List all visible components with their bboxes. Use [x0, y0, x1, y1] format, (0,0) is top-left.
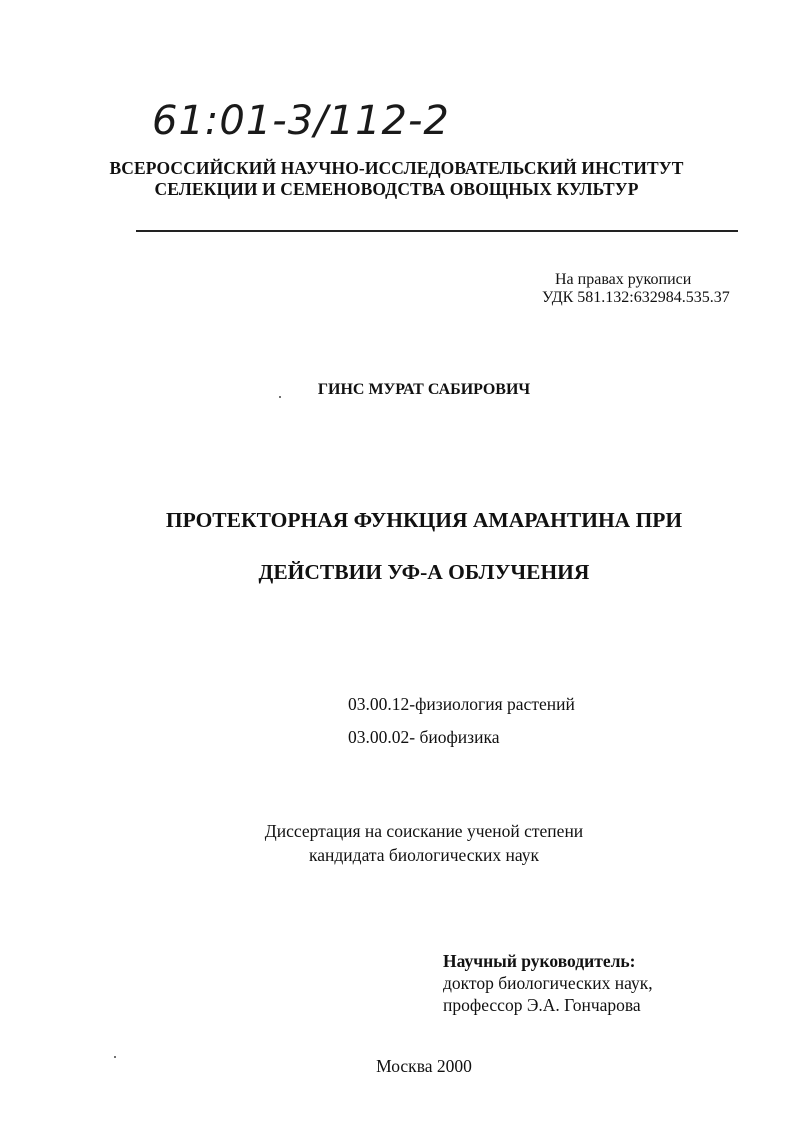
- author-name: ГИНС МУРАТ САБИРОВИЧ: [317, 381, 531, 398]
- catalog-number-drawing: [148, 86, 488, 158]
- scan-speck: [279, 396, 281, 398]
- manuscript-rights-note: На правах рукописи: [555, 271, 692, 288]
- degree-statement-line-2: кандидата биологических наук: [309, 845, 539, 865]
- degree-statement-line-1: Диссертация на соискание ученой степени: [264, 821, 584, 841]
- institute-name-line-2: СЕЛЕКЦИИ И СЕМЕНОВОДСТВА ОВОЩНЫХ КУЛЬТУР: [154, 179, 639, 199]
- header-divider: [136, 230, 738, 232]
- specialty-code-2: 03.00.02- биофизика: [348, 727, 500, 747]
- catalog-number-text: 61:01-3/112-2: [152, 98, 450, 144]
- handwritten-catalog-number: [148, 86, 488, 158]
- institute-name-line-1: ВСЕРОССИЙСКИЙ НАУЧНО-ИССЛЕДОВАТЕЛЬСКИЙ ИНСТИТУТ: [109, 158, 684, 178]
- thesis-title-line-2: ДЕЙСТВИИ УФ-А ОБЛУЧЕНИЯ: [258, 560, 590, 584]
- supervisor-name: профессор Э.А. Гончарова: [443, 995, 641, 1015]
- udc-code: УДК 581.132:632984.535.37: [542, 289, 730, 306]
- specialty-code-1: 03.00.12-физиология растений: [348, 694, 575, 714]
- thesis-title-line-1: ПРОТЕКТОРНАЯ ФУНКЦИЯ АМАРАНТИНА ПРИ: [165, 508, 683, 532]
- supervisor-degree: доктор биологических наук,: [443, 973, 653, 993]
- supervisor-label: Научный руководитель:: [443, 951, 636, 971]
- city-and-year: Москва 2000: [376, 1056, 472, 1076]
- scan-speck: [114, 1056, 116, 1058]
